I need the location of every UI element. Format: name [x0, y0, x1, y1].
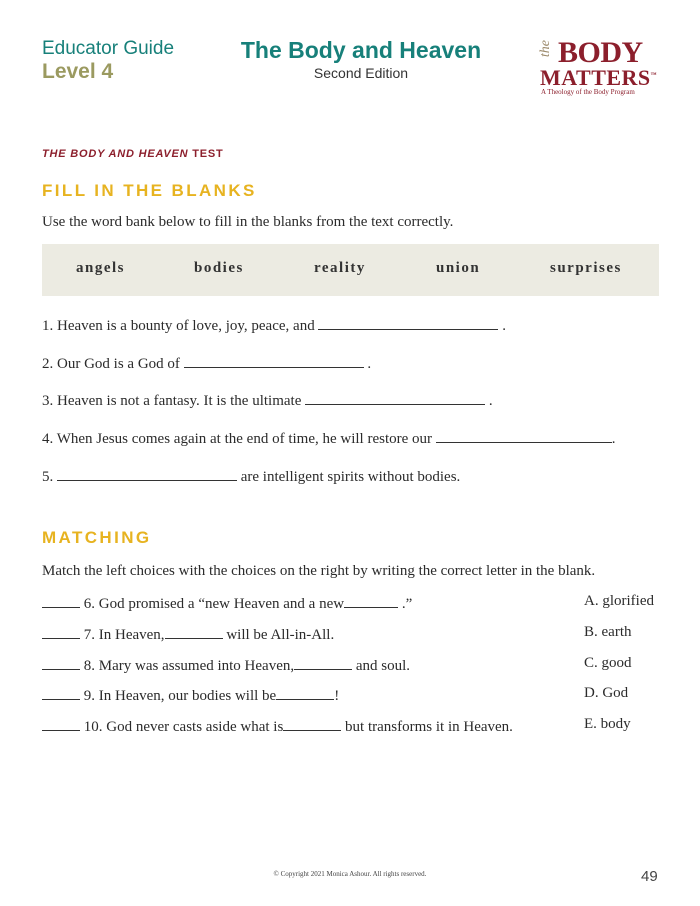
answer-blank[interactable]	[57, 466, 237, 481]
matching-intro: Match the left choices with the choices on the right by writing the correct letter in the blank.	[42, 563, 596, 579]
logo-matters-text: MATTERS	[540, 65, 651, 90]
answer-blank[interactable]	[436, 428, 612, 443]
matching-row-10	[42, 716, 513, 736]
matching-row-9	[42, 685, 339, 705]
word-bank-item: surprises	[550, 260, 622, 276]
body-matters-logo	[534, 38, 664, 100]
matching-choice-c: C. good	[584, 655, 632, 671]
inline-blank	[294, 655, 352, 670]
question-text: 4. When Jesus comes again at the end of time, he will restore our	[42, 431, 436, 447]
page-number: 49	[641, 868, 658, 885]
matching-text-end: .”	[398, 596, 413, 612]
question-text: 2. Our God is a God of	[42, 356, 184, 372]
matching-text: 8. Mary was assumed into Heaven,	[83, 658, 295, 674]
matching-text-end: but transforms it in Heaven.	[341, 719, 513, 735]
guide-label: Educator Guide	[42, 38, 175, 59]
test-label	[42, 148, 224, 160]
matching-text-end: and soul.	[352, 658, 411, 674]
letter-blank[interactable]	[42, 716, 80, 731]
question-4	[42, 428, 616, 448]
fill-blanks-heading: FILL IN THE BLANKS	[42, 181, 257, 200]
question-5	[42, 466, 460, 486]
matching-row-6	[42, 593, 412, 613]
matching-choice-a: A. glorified	[584, 593, 654, 609]
question-text-end: are intelligent spirits without bodies.	[237, 469, 461, 485]
matching-choice-e: E. body	[584, 716, 631, 732]
test-label-rest: TEST	[188, 148, 224, 160]
inline-blank	[344, 593, 398, 608]
word-bank-item: angels	[76, 260, 126, 276]
question-text: 5.	[42, 469, 57, 485]
logo-tm: ™	[650, 72, 658, 79]
inline-blank	[276, 685, 334, 700]
matching-row-7	[42, 624, 334, 644]
matching-text: 6. God promised a “new Heaven and a new	[83, 596, 345, 612]
letter-blank[interactable]	[42, 685, 80, 700]
matching-row-8	[42, 655, 410, 675]
answer-blank[interactable]	[318, 315, 498, 330]
level-label: Level 4	[42, 60, 114, 83]
matching-choice-d: D. God	[584, 685, 629, 701]
logo-the: the	[538, 40, 553, 58]
question-1	[42, 315, 506, 335]
inline-blank	[283, 716, 341, 731]
matching-text: 7. In Heaven,	[83, 627, 165, 643]
letter-blank[interactable]	[42, 655, 80, 670]
question-3	[42, 390, 493, 410]
matching-text: 9. In Heaven, our bodies will be	[83, 688, 277, 704]
matching-text-end: will be All-in-All.	[226, 627, 335, 643]
answer-blank[interactable]	[184, 353, 364, 368]
word-bank-item: reality	[314, 260, 366, 276]
word-bank-item: union	[436, 260, 481, 276]
word-bank-item: bodies	[194, 260, 244, 276]
letter-blank[interactable]	[42, 624, 80, 639]
question-text-end: .	[363, 356, 372, 372]
matching-choice-b: B. earth	[584, 624, 632, 640]
question-text: 3. Heaven is not a fantasy. It is the ultimate	[42, 393, 306, 409]
answer-blank[interactable]	[305, 390, 485, 405]
test-label-italic: THE BODY AND HEAVEN	[42, 148, 189, 160]
copyright-notice: © Copyright 2021 Monica Ashour. All rights reserved.	[273, 870, 427, 878]
question-text: 1. Heaven is a bounty of love, joy, peace, and	[42, 318, 319, 334]
question-text-end: .	[498, 318, 506, 334]
question-2	[42, 353, 371, 373]
question-text-end: .	[485, 393, 493, 409]
page-title: The Body and Heaven	[240, 37, 482, 63]
inline-blank	[165, 624, 223, 639]
word-bank	[42, 244, 659, 296]
matching-text: 10. God never casts aside what is	[83, 719, 284, 735]
question-text-end: .	[611, 431, 616, 447]
fill-blanks-intro: Use the word bank below to fill in the blanks from the text correctly.	[42, 214, 454, 230]
matching-heading: MATCHING	[42, 528, 152, 547]
edition-label: Second Edition	[313, 65, 409, 81]
logo-tagline: A Theology of the Body Program	[541, 88, 635, 96]
matching-text-end: !	[334, 688, 340, 704]
logo-body: BODY	[558, 36, 643, 69]
letter-blank[interactable]	[42, 593, 80, 608]
